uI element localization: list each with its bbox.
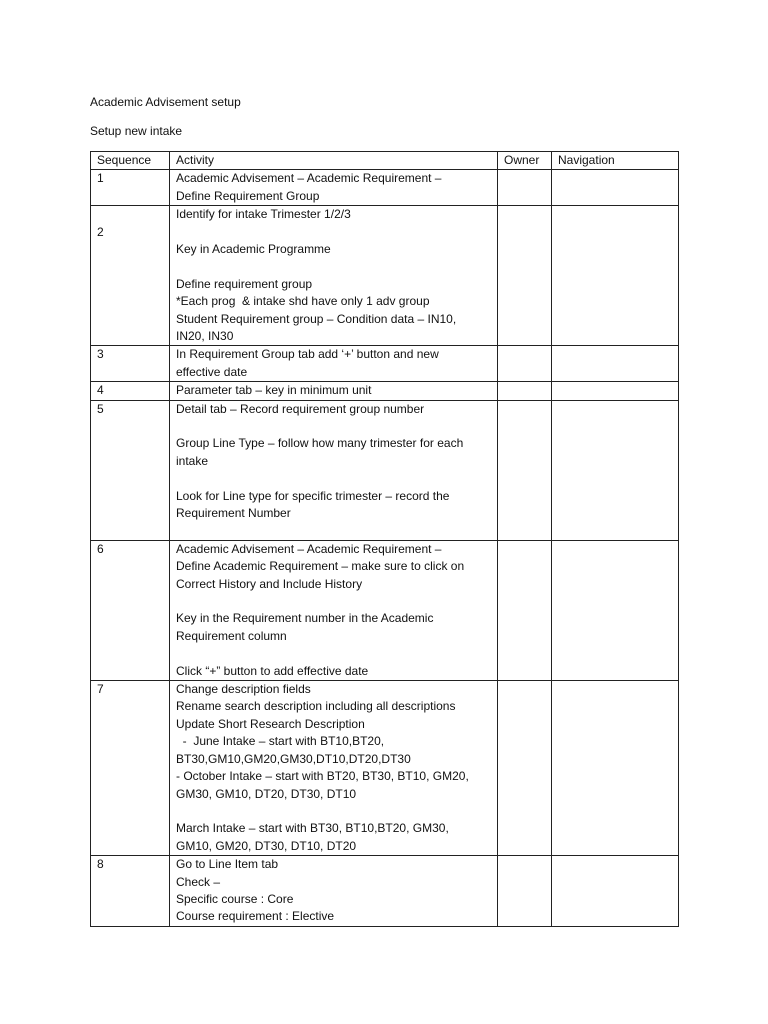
activity-line: Requirement column (176, 628, 287, 643)
cell-navigation (552, 170, 679, 206)
table-row (91, 170, 679, 206)
cell-activity (170, 206, 498, 346)
sequence-number: 7 (97, 682, 104, 697)
cell-activity (170, 382, 498, 400)
activity-line: Correct History and Include History (176, 576, 363, 591)
activity-line: Look for Line type for specific trimester – record the (176, 488, 450, 503)
activity-line (176, 645, 491, 662)
cell-sequence (91, 382, 170, 400)
cell-activity (170, 400, 498, 540)
activity-line (176, 258, 491, 275)
activity-line: Go to Line Item tab (176, 857, 279, 872)
activity-line: Update Short Research Description (176, 716, 365, 731)
cell-owner (498, 681, 552, 856)
activity-line: Identify for intake Trimester 1/2/3 (176, 207, 351, 222)
cell-owner (498, 170, 552, 206)
table-row (91, 681, 679, 856)
activity-line: Academic Advisement – Academic Requirement – (176, 171, 442, 186)
cell-owner (498, 400, 552, 540)
activity-line: Parameter tab – key in minimum unit (176, 383, 372, 398)
cell-navigation (552, 856, 679, 927)
activity-line: IN20, IN30 (176, 329, 234, 344)
activity-line: GM30, GM10, DT20, DT30, DT10 (176, 786, 357, 801)
table-row (91, 346, 679, 382)
activity-line: Define Academic Requirement – make sure to click on (176, 559, 465, 574)
table-body (91, 170, 679, 926)
table-row (91, 540, 679, 680)
cell-sequence (91, 346, 170, 382)
header-activity: Activity (170, 152, 498, 170)
activity-line: Course requirement : Elective (176, 909, 335, 924)
activity-line: intake (176, 453, 209, 468)
cell-navigation (552, 382, 679, 400)
cell-sequence (91, 681, 170, 856)
setup-table (90, 151, 679, 927)
activity-line: BT30,GM10,GM20,GM30,DT10,DT20,DT30 (176, 751, 411, 766)
cell-owner (498, 540, 552, 680)
cell-navigation (552, 400, 679, 540)
activity-line: effective date (176, 364, 248, 379)
activity-line: Requirement Number (176, 506, 291, 521)
sequence-number: 4 (97, 383, 104, 398)
activity-line: - June Intake – start with BT10,BT20, (176, 734, 385, 749)
cell-sequence (91, 400, 170, 540)
cell-sequence (91, 170, 170, 206)
sequence-number: 1 (97, 171, 104, 186)
activity-line: Rename search description including all descriptions (176, 699, 456, 714)
activity-line: Specific course : Core (176, 891, 294, 906)
cell-navigation (552, 681, 679, 856)
activity-line: Define Requirement Group (176, 188, 320, 203)
sequence-number: 8 (97, 857, 104, 872)
cell-navigation (552, 346, 679, 382)
table-header-row (91, 152, 679, 170)
cell-owner (498, 206, 552, 346)
table-row (91, 400, 679, 540)
activity-line (176, 522, 491, 539)
sequence-number: 3 (97, 347, 104, 362)
cell-owner (498, 346, 552, 382)
table-row (91, 206, 679, 346)
activity-line (176, 803, 491, 820)
activity-line (176, 224, 491, 241)
activity-line: - October Intake – start with BT20, BT30, BT10, GM20, (176, 769, 469, 784)
table-row (91, 382, 679, 400)
cell-activity (170, 540, 498, 680)
activity-line: GM10, GM20, DT30, DT10, DT20 (176, 838, 357, 853)
cell-sequence (91, 540, 170, 680)
cell-activity (170, 346, 498, 382)
activity-line: Define requirement group (176, 276, 313, 291)
document-title: Academic Advisement setup (90, 95, 241, 109)
sequence-number: 2 (97, 224, 104, 239)
sequence-number: 5 (97, 401, 104, 416)
sequence-number: 6 (97, 541, 104, 556)
activity-line: March Intake – start with BT30, BT10,BT20, GM30, (176, 821, 449, 836)
activity-line (176, 470, 491, 487)
cell-owner (498, 382, 552, 400)
cell-activity (170, 170, 498, 206)
activity-line: Group Line Type – follow how many trimester for each (176, 436, 464, 451)
cell-spacer (97, 206, 163, 223)
activity-line: Change description fields (176, 682, 311, 697)
activity-line: *Each prog & intake shd have only 1 adv group (176, 294, 430, 309)
table-row (91, 856, 679, 927)
activity-line: Academic Advisement – Academic Requirement – (176, 541, 442, 556)
cell-navigation (552, 540, 679, 680)
header-owner: Owner (498, 152, 552, 170)
header-sequence: Sequence (91, 152, 170, 170)
cell-navigation (552, 206, 679, 346)
cell-sequence (91, 206, 170, 346)
activity-line: Student Requirement group – Condition data – IN10, (176, 311, 457, 326)
header-navigation: Navigation (552, 152, 679, 170)
activity-line: Detail tab – Record requirement group number (176, 401, 425, 416)
activity-line: In Requirement Group tab add ‘+’ button and new (176, 347, 439, 362)
document-subtitle: Setup new intake (90, 124, 183, 138)
activity-line (176, 418, 491, 435)
activity-line: Key in Academic Programme (176, 242, 331, 257)
cell-activity (170, 856, 498, 927)
activity-line: Key in the Requirement number in the Academic (176, 611, 434, 626)
activity-line (176, 593, 491, 610)
cell-sequence (91, 856, 170, 927)
activity-line: Click “+” button to add effective date (176, 663, 369, 678)
cell-owner (498, 856, 552, 927)
cell-activity (170, 681, 498, 856)
activity-line: Check – (176, 874, 221, 889)
